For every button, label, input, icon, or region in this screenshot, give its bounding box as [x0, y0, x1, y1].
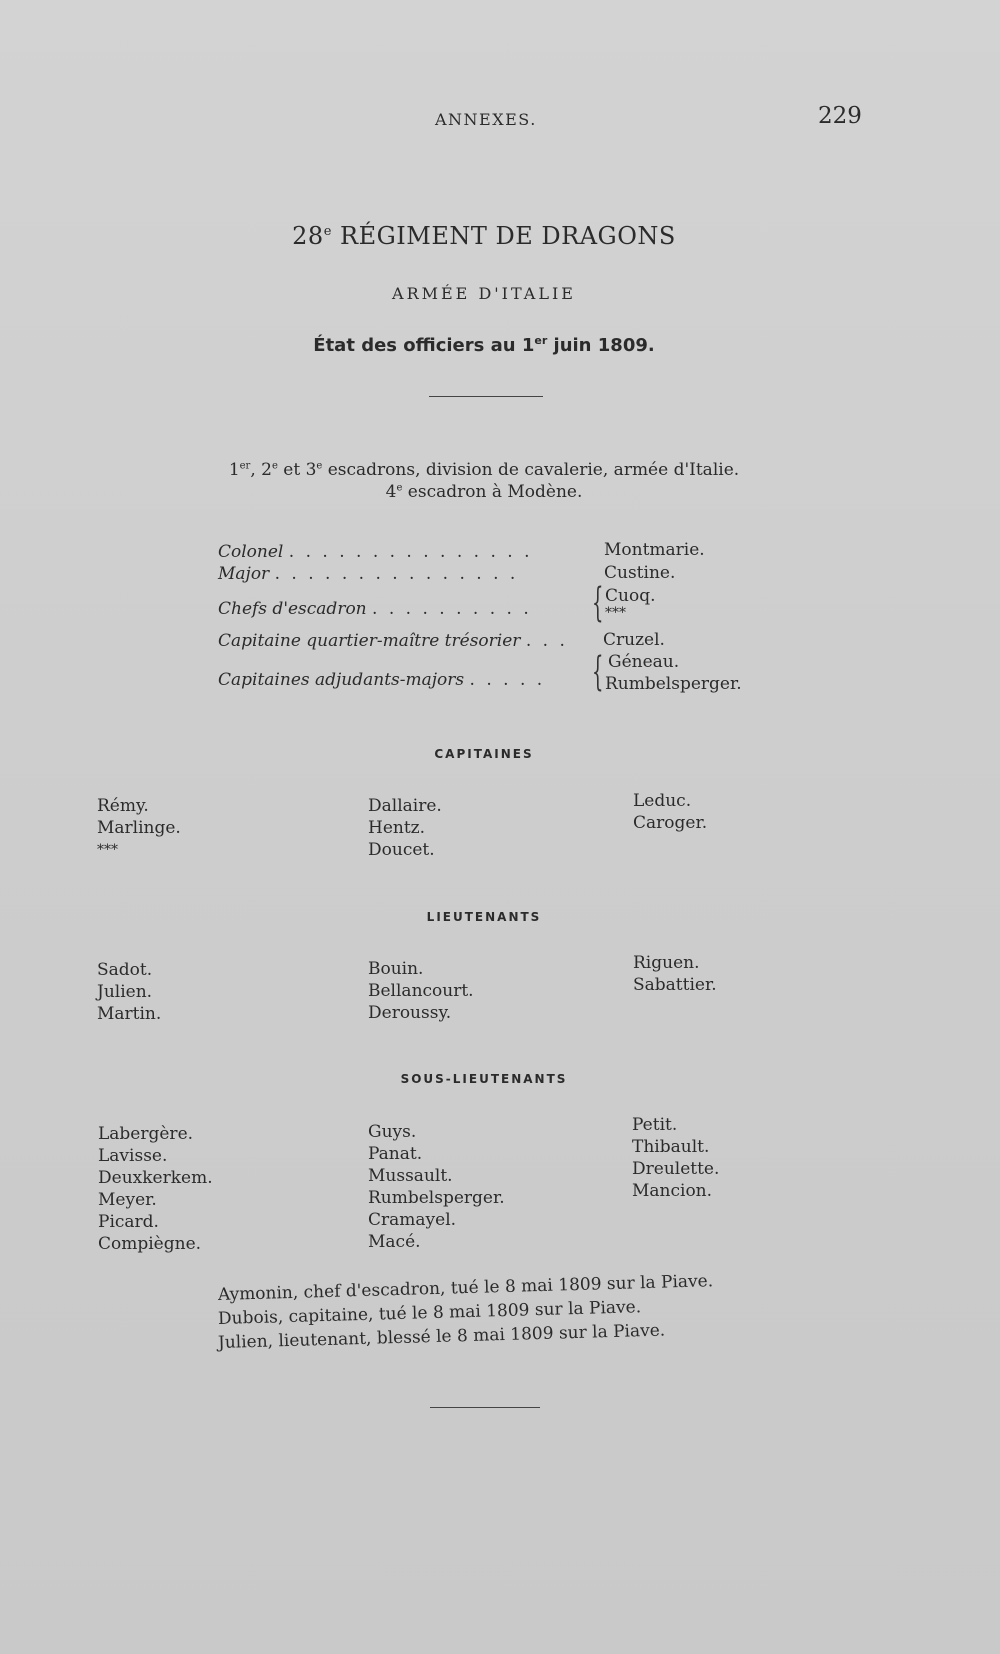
title-prefix: 28 — [292, 222, 324, 250]
staff-name-adjudants-1: Géneau. — [608, 652, 680, 672]
officer-name: Labergère. — [98, 1124, 194, 1144]
officer-name: Petit. — [632, 1115, 678, 1135]
divider-rule — [429, 396, 543, 397]
officer-name: Mussault. — [368, 1166, 453, 1186]
staff-rank-quartermaster — [218, 631, 568, 651]
leader-dots: . . . . . — [469, 670, 546, 690]
officer-name: Dreulette. — [632, 1159, 720, 1179]
officer-name: Deroussy. — [368, 1003, 452, 1023]
staff-name-quartermaster: Cruzel. — [603, 630, 665, 650]
capitaines-col-1 — [97, 795, 181, 861]
esc-text: 1 — [228, 460, 240, 480]
officer-name: Cramayel. — [368, 1210, 457, 1230]
esc-text: , 2 — [250, 460, 272, 480]
officer-name: Rémy. — [97, 796, 149, 816]
esc-sup: e — [316, 460, 323, 472]
officer-name: Bellancourt. — [368, 981, 474, 1001]
title-main: RÉGIMENT DE DRAGONS — [331, 222, 676, 250]
staff-name-colonel: Montmarie. — [604, 540, 705, 560]
officer-name: Lavisse. — [98, 1146, 168, 1166]
divider-rule — [430, 1407, 540, 1408]
rank-label: Capitaines adjudants-majors — [218, 670, 465, 690]
state-heading — [0, 334, 968, 356]
officer-name: Meyer. — [98, 1190, 157, 1210]
section-heading-sous-lieutenants: SOUS-LIEUTENANTS — [400, 1072, 568, 1086]
esc-sup: e — [271, 460, 278, 472]
officer-name: Doucet. — [368, 840, 435, 860]
officer-name: Mancion. — [632, 1181, 713, 1201]
officer-name: Martin. — [97, 1004, 162, 1024]
staff-rank-chefs — [218, 599, 532, 619]
escadrons-line-1 — [0, 460, 968, 480]
leader-dots: . . . . . . . . . . . . . . . — [274, 564, 519, 584]
rank-label: Capitaine quartier-maître trésorier — [218, 631, 521, 651]
officer-name: Caroger. — [633, 813, 708, 833]
brace-adjudants: { — [592, 649, 604, 695]
army-subtitle: ARMÉE D'ITALIE — [392, 284, 576, 303]
page-number: 229 — [818, 103, 862, 129]
lieutenants-col-1 — [97, 959, 161, 1025]
rank-label: Chefs d'escadron — [218, 599, 367, 619]
officer-name: Thibault. — [632, 1137, 710, 1157]
esc-text: escadrons, division de cavalerie, armée d'Italie. — [322, 460, 740, 480]
staff-name-chefs-2: *** — [605, 605, 626, 621]
leader-dots: . . . — [525, 631, 568, 651]
state-sup: er — [534, 334, 548, 347]
officer-name: Macé. — [368, 1232, 421, 1252]
officer-name: Picard. — [98, 1212, 159, 1232]
staff-rank-major — [218, 564, 518, 584]
officer-name: *** — [97, 842, 118, 858]
title-sup: e — [323, 224, 332, 239]
esc-text: escadron à Modène. — [402, 482, 583, 502]
officer-name: Deuxkerkem. — [98, 1168, 213, 1188]
staff-name-chefs-1: Cuoq. — [605, 586, 656, 606]
staff-name-adjudants-2: Rumbelsperger. — [605, 674, 742, 694]
esc-text: et 3 — [277, 460, 317, 480]
officer-name: Panat. — [368, 1144, 423, 1164]
officer-name: Julien. — [97, 982, 153, 1002]
officer-name: Sadot. — [97, 960, 153, 980]
staff-rank-colonel — [218, 542, 533, 562]
casualty-note-2: Dubois, capitaine, tué le 8 mai 1809 sur la Piave. — [217, 1297, 642, 1329]
casualty-note-3: Julien, lieutenant, blessé le 8 mai 1809 sur la Piave. — [217, 1320, 666, 1353]
officer-name: Riguen. — [633, 953, 700, 973]
casualty-note-1: Aymonin, chef d'escadron, tué le 8 mai 1809 sur la Piave. — [217, 1271, 714, 1305]
brace-chefs: { — [592, 580, 604, 626]
esc-sup: e — [396, 482, 403, 494]
officer-name: Bouin. — [368, 959, 424, 979]
capitaines-col-2 — [368, 795, 442, 861]
officer-name: Leduc. — [633, 791, 692, 811]
esc-text: 4 — [385, 482, 397, 502]
officer-name: Sabattier. — [633, 975, 717, 995]
section-heading-capitaines: CAPITAINES — [434, 747, 534, 761]
sous-lieutenants-col-3 — [632, 1114, 719, 1202]
lieutenants-col-2 — [368, 958, 474, 1024]
regiment-title — [0, 222, 968, 250]
rank-label: Major — [218, 564, 270, 584]
state-before: État des officiers au 1 — [313, 335, 535, 356]
staff-rank-adjudants — [218, 670, 545, 690]
officer-name: Guys. — [368, 1122, 417, 1142]
esc-sup: er — [239, 460, 251, 472]
rank-label: Colonel — [218, 542, 284, 562]
officer-name: Marlinge. — [97, 818, 181, 838]
state-after: juin 1809. — [547, 335, 655, 356]
escadrons-line-2 — [0, 482, 968, 502]
officer-name: Rumbelsperger. — [368, 1188, 505, 1208]
sous-lieutenants-col-1 — [98, 1123, 213, 1255]
officer-name: Hentz. — [368, 818, 426, 838]
officer-name: Compiègne. — [98, 1234, 202, 1254]
capitaines-col-3 — [633, 790, 707, 834]
section-heading-lieutenants: LIEUTENANTS — [426, 910, 542, 924]
officer-name: Dallaire. — [368, 796, 442, 816]
leader-dots: . . . . . . . . . . — [372, 599, 532, 619]
leader-dots: . . . . . . . . . . . . . . . — [288, 542, 533, 562]
lieutenants-col-3 — [633, 952, 717, 996]
sous-lieutenants-col-2 — [368, 1121, 505, 1253]
running-head: ANNEXES. — [435, 110, 537, 129]
staff-name-major: Custine. — [604, 563, 676, 583]
